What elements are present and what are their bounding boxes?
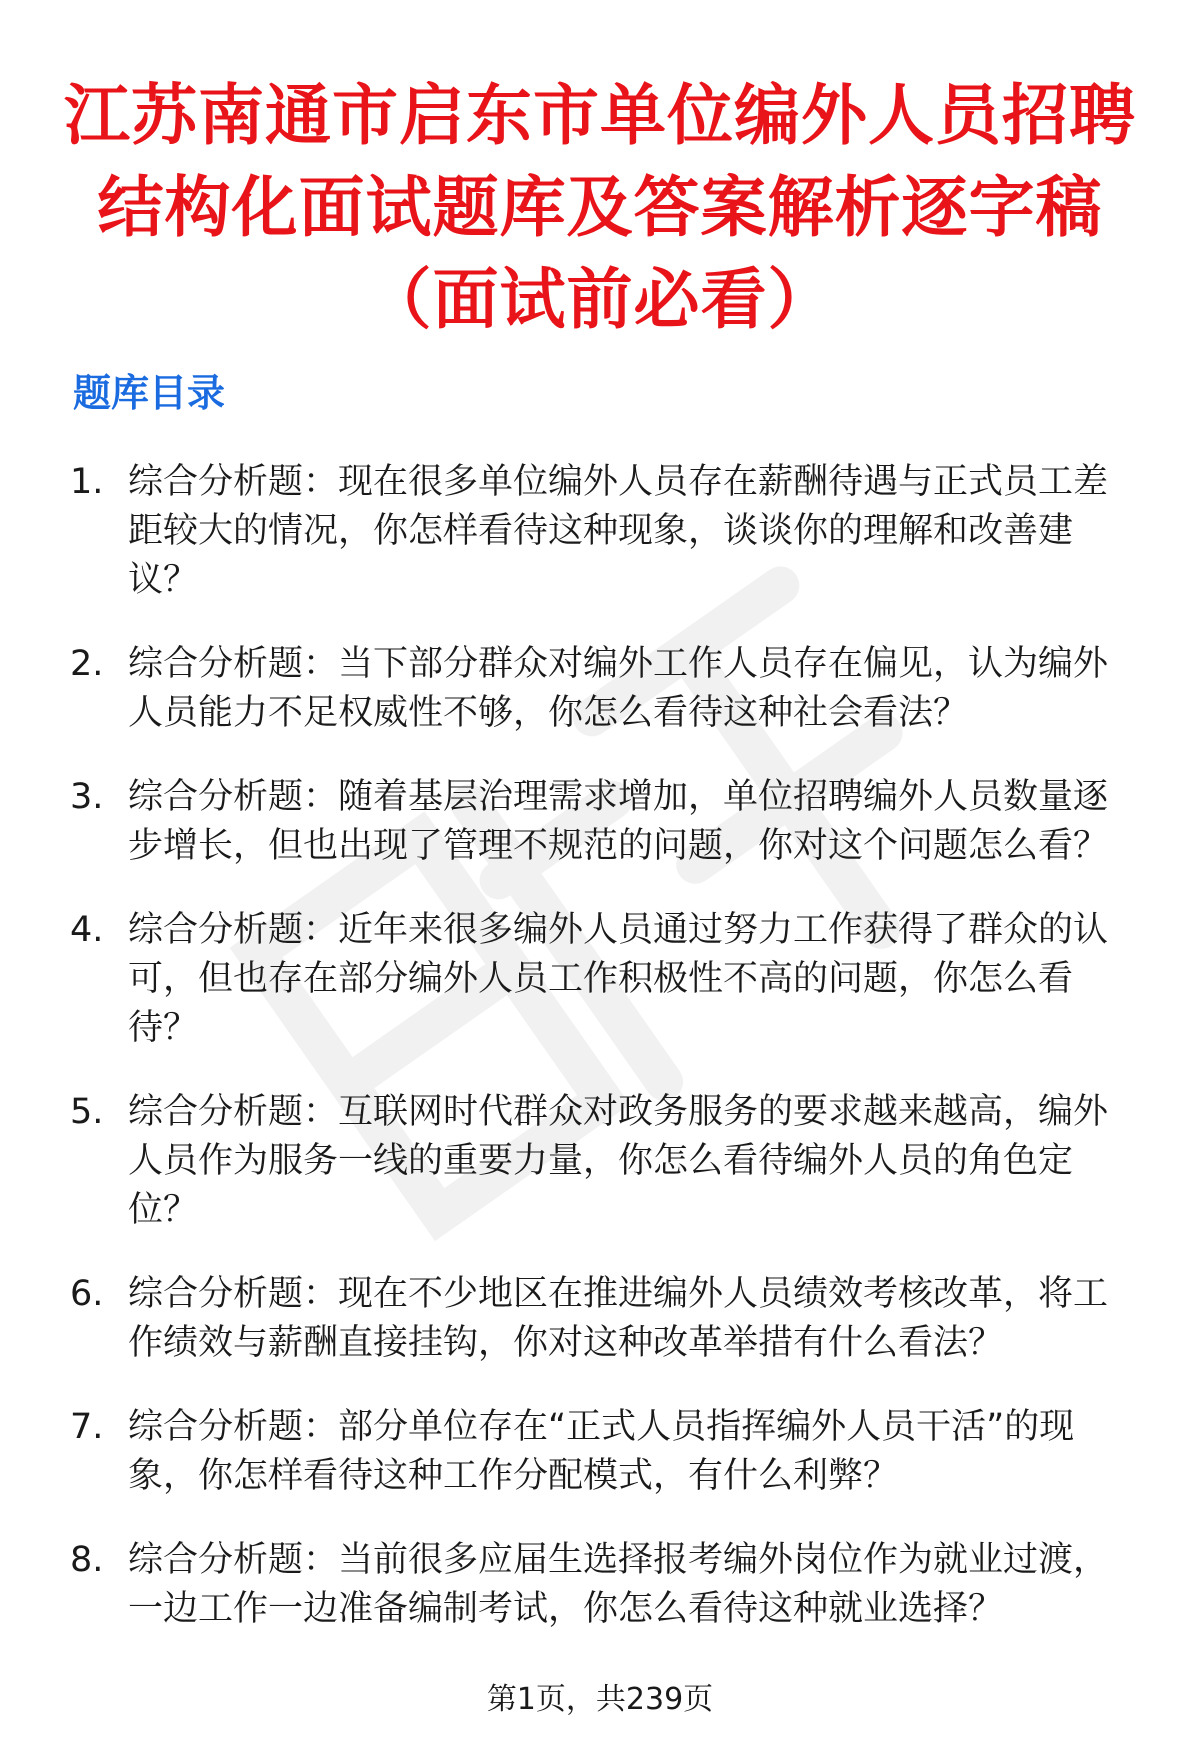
question-item-4 bbox=[70, 906, 1140, 1053]
question-text: 综合分析题：现在很多单位编外人员存在薪酬待遇与正式员工差距较大的情况，你怎样看待这种现象，谈谈你的理解和改善建议？ bbox=[128, 462, 1109, 600]
question-number: 5. bbox=[70, 1092, 104, 1132]
question-item-1 bbox=[70, 458, 1140, 605]
question-item-6 bbox=[70, 1270, 1140, 1368]
page-footer: 第1页，共239页 bbox=[486, 1682, 714, 1717]
question-list bbox=[70, 458, 1140, 1669]
question-item-2 bbox=[70, 640, 1140, 738]
question-item-3 bbox=[70, 773, 1140, 871]
question-text: 综合分析题：现在不少地区在推进编外人员绩效考核改革，将工作绩效与薪酬直接挂钩，你对这种改革举措有什么看法？ bbox=[128, 1274, 1109, 1363]
question-item-7 bbox=[70, 1403, 1140, 1501]
question-text: 综合分析题：近年来很多编外人员通过努力工作获得了群众的认可，但也存在部分编外人员工作积极性不高的问题，你怎么看待？ bbox=[128, 910, 1109, 1048]
question-item-8 bbox=[70, 1536, 1140, 1634]
question-number: 2. bbox=[70, 644, 104, 684]
question-number: 4. bbox=[70, 910, 104, 950]
question-number: 1. bbox=[70, 462, 104, 502]
question-text: 综合分析题：部分单位存在“正式人员指挥编外人员干活”的现象，你怎样看待这种工作分配模式，有什么利弊？ bbox=[128, 1407, 1075, 1496]
document-title: 江苏南通市启东市单位编外人员招聘结构化面试题库及答案解析逐字稿（面试前必看） bbox=[64, 77, 1136, 338]
question-number: 7. bbox=[70, 1407, 104, 1447]
question-text: 综合分析题：当前很多应届生选择报考编外岗位作为就业过渡，一边工作一边准备编制考试，你怎么看待这种就业选择？ bbox=[128, 1540, 1109, 1629]
question-number: 8. bbox=[70, 1540, 104, 1580]
question-number: 6. bbox=[70, 1274, 104, 1314]
toc-heading: 题库目录 bbox=[73, 371, 226, 415]
question-item-5 bbox=[70, 1088, 1140, 1235]
question-text: 综合分析题：互联网时代群众对政务服务的要求越来越高，编外人员作为服务一线的重要力量，你怎么看待编外人员的角色定位？ bbox=[128, 1092, 1109, 1230]
question-text: 综合分析题：当下部分群众对编外工作人员存在偏见，认为编外人员能力不足权威性不够，你怎么看待这种社会看法？ bbox=[128, 644, 1109, 733]
question-text: 综合分析题：随着基层治理需求增加，单位招聘编外人员数量逐步增长，但也出现了管理不规范的问题，你对这个问题怎么看？ bbox=[128, 777, 1109, 866]
question-number: 3. bbox=[70, 777, 104, 817]
